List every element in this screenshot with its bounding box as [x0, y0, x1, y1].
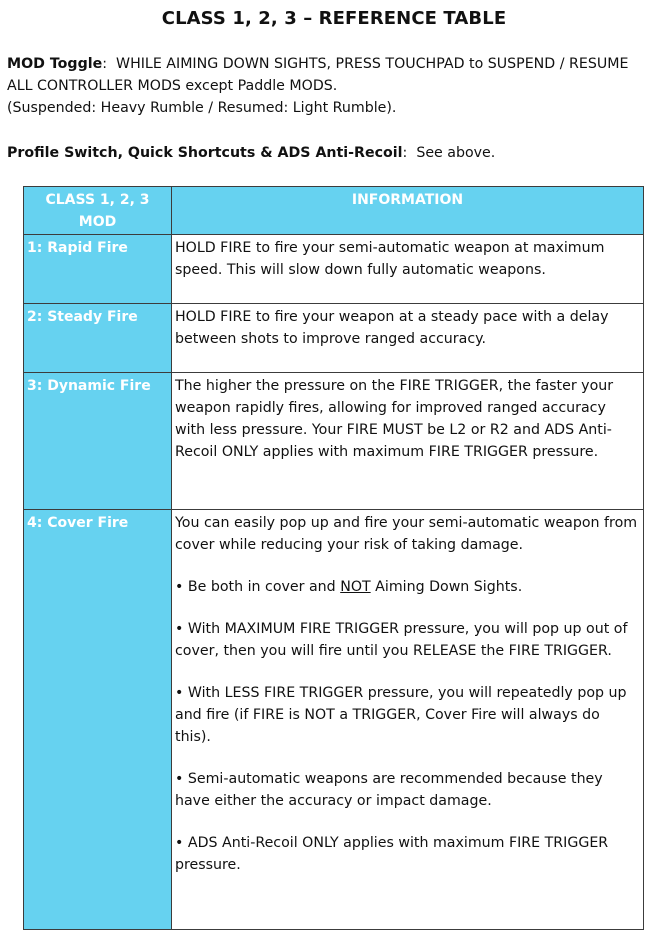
- table-row: [24, 235, 644, 304]
- bullet-text: • Be both in cover and: [175, 579, 341, 595]
- mod-info-cell: [172, 510, 644, 930]
- cover-fire-intro: You can easily pop up and fire your semi-automatic weapon from cover while reducing your risk of taking damage.: [175, 515, 638, 553]
- profile-switch-separator: :: [402, 145, 417, 161]
- cover-fire-bullet: [175, 576, 640, 598]
- table-row: [24, 304, 644, 373]
- mod-toggle-paragraph: [7, 53, 647, 119]
- mod-name-cell: 1: Rapid Fire: [24, 235, 172, 304]
- mod-toggle-separator: :: [102, 56, 117, 72]
- table-row: [24, 373, 644, 510]
- mod-name-cell: 3: Dynamic Fire: [24, 373, 172, 510]
- cover-fire-bullet: • Semi-automatic weapons are recommended because they have either the accuracy or impact damage.: [175, 771, 603, 809]
- mod-info-cell: The higher the pressure on the FIRE TRIGGER, the faster your weapon rapidly fires, allowing for improved ranged accuracy with less pressure. Your FIRE MUST be L2 or R2 and ADS Anti-Recoil ONLY applies with maximum FIRE TRIGGER pressure.: [172, 373, 644, 510]
- profile-switch-label: Profile Switch, Quick Shortcuts & ADS Anti-Recoil: [7, 145, 403, 161]
- mod-toggle-text: WHILE AIMING DOWN SIGHTS, PRESS TOUCHPAD to SUSPEND / RESUME ALL CONTROLLER MODS except Paddle MODS.: [7, 56, 629, 94]
- column-header-mod: CLASS 1, 2, 3 MOD: [24, 187, 172, 235]
- mod-info-cell: HOLD FIRE to fire your semi-automatic weapon at maximum speed. This will slow down fully automatic weapons.: [172, 235, 644, 304]
- profile-switch-text: See above.: [416, 145, 496, 161]
- column-header-information: INFORMATION: [172, 187, 644, 235]
- mod-info-cell: HOLD FIRE to fire your weapon at a steady pace with a delay between shots to improve ranged accuracy.: [172, 304, 644, 373]
- table-row: [24, 510, 644, 930]
- cover-fire-bullet: • With MAXIMUM FIRE TRIGGER pressure, you will pop up out of cover, then you will fire until you RELEASE the FIRE TRIGGER.: [175, 621, 628, 659]
- bullet-text: Aiming Down Sights.: [370, 579, 523, 595]
- profile-switch-paragraph: [7, 142, 647, 164]
- cover-fire-bullet: • ADS Anti-Recoil ONLY applies with maximum FIRE TRIGGER pressure.: [175, 835, 609, 873]
- mod-toggle-rumble-note: (Suspended: Heavy Rumble / Resumed: Light Rumble).: [7, 100, 397, 116]
- reference-table: [23, 186, 644, 930]
- emphasis-not: NOT: [340, 579, 371, 595]
- mod-name-cell: 4: Cover Fire: [24, 510, 172, 930]
- cover-fire-bullet: • With LESS FIRE TRIGGER pressure, you will repeatedly pop up and fire (if FIRE is NOT a TRIGGER, Cover Fire will always do this).: [175, 685, 627, 745]
- mod-name-cell: 2: Steady Fire: [24, 304, 172, 373]
- mod-toggle-label: MOD Toggle: [7, 56, 103, 72]
- table-header-row: [24, 187, 644, 235]
- page-title: CLASS 1, 2, 3 – REFERENCE TABLE: [161, 8, 507, 29]
